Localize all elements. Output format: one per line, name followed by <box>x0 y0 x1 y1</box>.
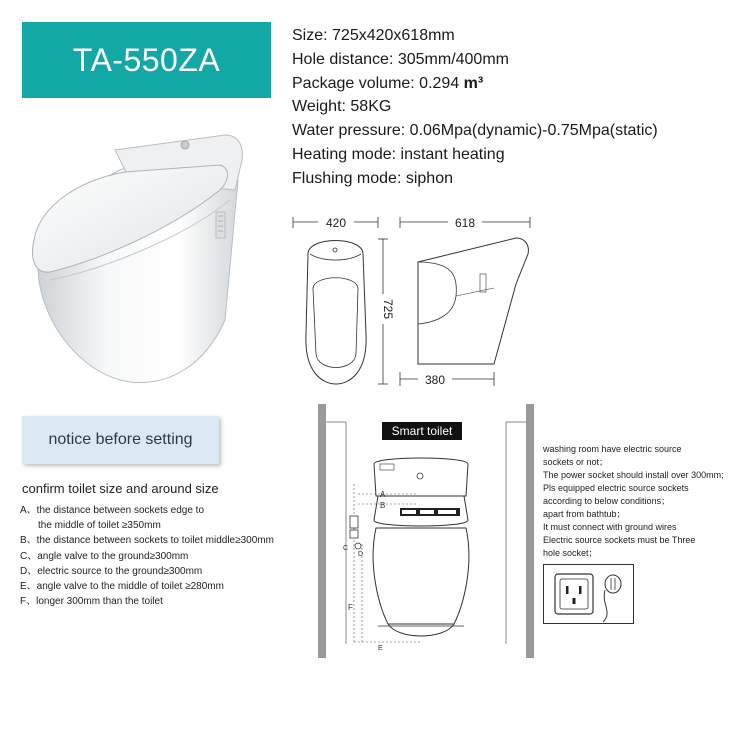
model-title: TA-550ZA <box>22 22 271 98</box>
washroom-note: washing room have electric source <box>543 444 682 454</box>
spec-flushing-mode: Flushing mode: siphon <box>292 169 453 187</box>
washroom-note: according to below conditions； <box>543 496 671 506</box>
note-item: A、the distance between sockets edge to <box>20 505 205 516</box>
dim-height: 725 <box>381 298 395 320</box>
note-item: E、angle valve to the middle of toilet ≥280mm <box>20 581 224 593</box>
washroom-notes <box>543 443 743 560</box>
washroom-note: It must connect with ground wires <box>543 522 677 532</box>
spec-list <box>292 24 732 191</box>
washroom-note: Pls equipped electric source sockets <box>543 483 689 493</box>
note-item: C、angle valve to the ground≥300mm <box>20 550 189 562</box>
spec-heating-mode: Heating mode: instant heating <box>292 145 505 163</box>
confirm-title: confirm toilet size and around size <box>22 481 219 496</box>
smart-toilet-label: Smart toilet <box>382 422 462 440</box>
washroom-note: Electric source sockets must be Three <box>543 535 696 545</box>
power-socket-icon <box>543 564 634 624</box>
marker-b: B <box>380 501 386 510</box>
note-item: B、the distance between sockets to toilet middle≥300mm <box>20 535 274 547</box>
marker-e: E <box>378 645 383 652</box>
note-item: D、electric source to the ground≥300mm <box>20 565 203 577</box>
dim-width: 420 <box>325 216 347 230</box>
spec-package-volume <box>292 72 732 96</box>
washroom-note: hole socket； <box>543 548 598 558</box>
washroom-note: The power socket should install over 300mm; <box>543 470 724 480</box>
spec-size: Size: 725x420x618mm <box>292 27 455 44</box>
dim-depth: 618 <box>454 216 476 230</box>
spec-package-volume-text: Package volume: 0.294 <box>292 74 464 92</box>
marker-a: A <box>380 490 386 499</box>
spec-weight: Weight: 58KG <box>292 98 392 116</box>
note-item: the middle of toilet ≥350mm <box>38 520 161 532</box>
note-item: F、longer 300mm than the toilet <box>20 596 163 608</box>
volume-unit: m³ <box>463 74 484 92</box>
marker-d: D <box>358 551 364 558</box>
spec-hole-distance: Hole distance: 305mm/400mm <box>292 50 509 68</box>
washroom-note: apart from bathtub； <box>543 509 626 519</box>
product-photo <box>20 120 255 395</box>
notice-heading: notice before setting <box>22 416 219 464</box>
marker-f: F <box>348 603 353 612</box>
side-view-drawing <box>398 214 536 404</box>
dim-base: 380 <box>424 373 446 387</box>
installation-diagram <box>318 404 534 658</box>
marker-c: C <box>343 545 349 552</box>
spec-water-pressure: Water pressure: 0.06Mpa(dynamic)-0.75Mpa(static) <box>292 122 658 140</box>
washroom-note: sockets or not； <box>543 457 609 467</box>
size-notes-list <box>20 503 320 609</box>
top-view-drawing <box>288 214 393 404</box>
